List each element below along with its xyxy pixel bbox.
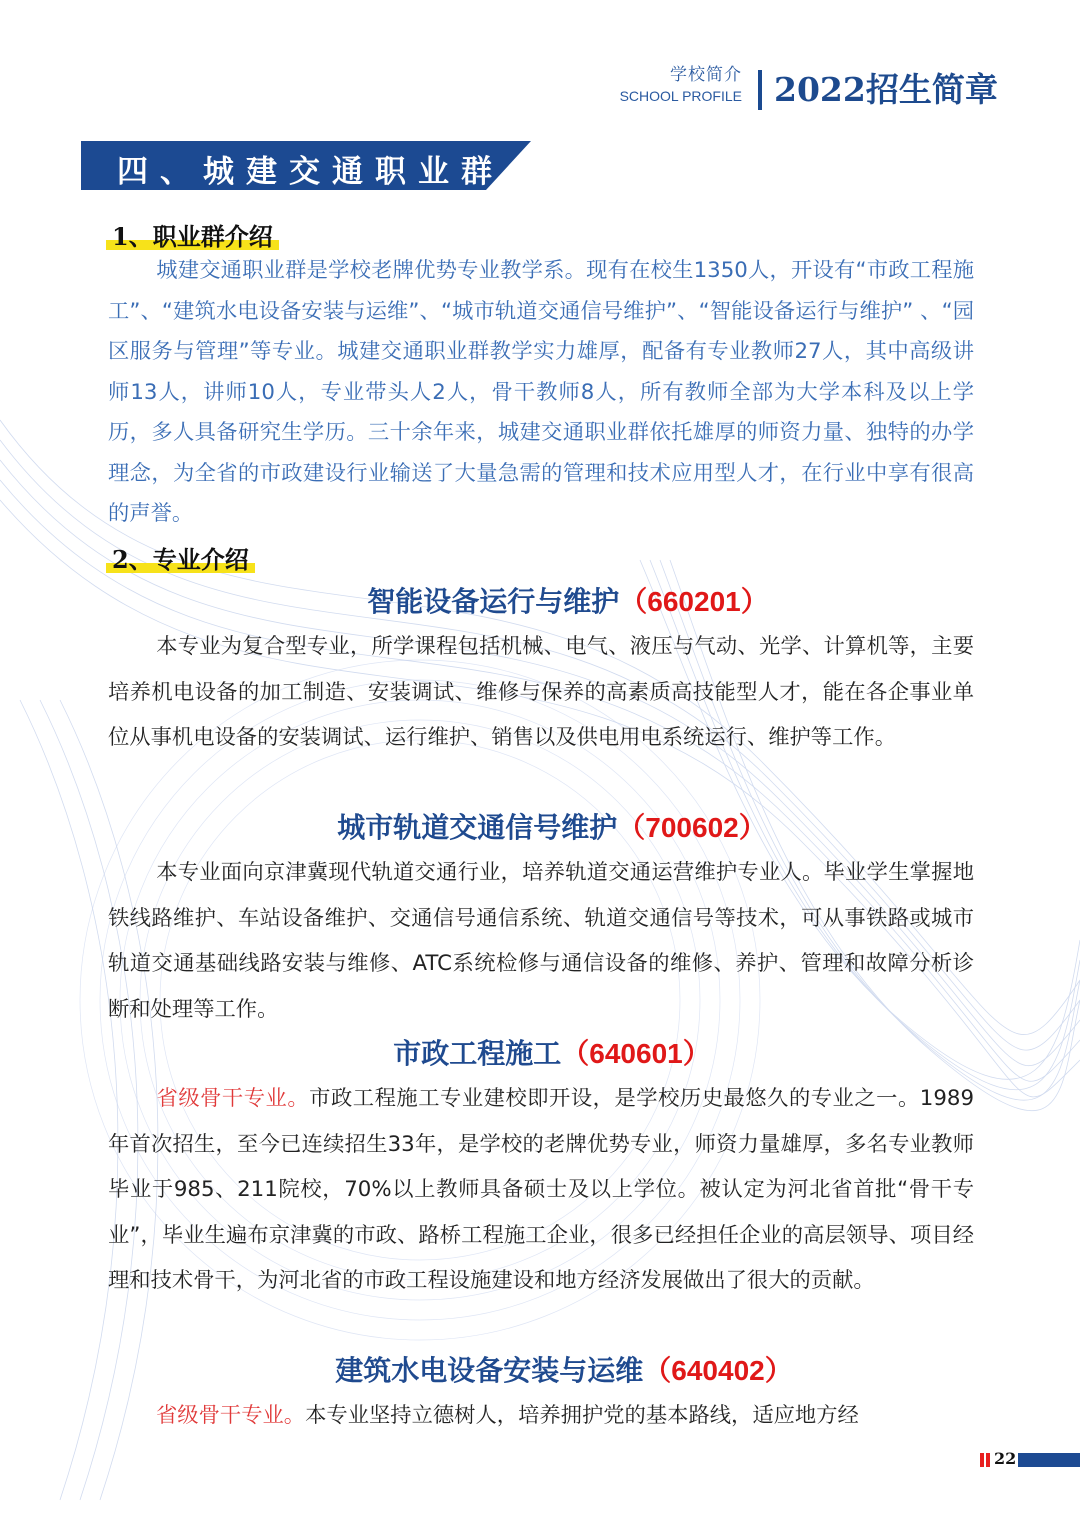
header-section-cn: 学校简介 (670, 65, 742, 85)
chapter-title: 四、城建交通职业群 (117, 154, 504, 190)
footer-blue-bar (1018, 1453, 1080, 1467)
major-description-0: 本专业为复合型专业，所学课程包括机械、电气、液压与气动、光学、计算机等，主要培养机电设备的加工制造、安装调试、维修与保养的高素质高技能型人才，能在各企事业单位从事机电设备的安装调试、运行维护、销售以及供电用电系统运行、维护等工作。 (108, 634, 974, 750)
section-heading-2: 2、专业介绍 (112, 540, 249, 575)
intro-paragraph: 城建交通职业群是学校老牌优势专业教学系。现有在校生1350人，开设有“市政工程施工”、“建筑水电设备安装与运维”、“城市轨道交通信号维护”、“智能设备运行与维护” 、“园区服务与管理”等专业。城建交通职业群教学实力雄厚，配备有专业教师27人，其中高级讲师13人，讲师10人，专业带头人2人，骨干教师8人，所有教师全部为大学本科及以上学历，多人具备研究生学历。三十余年来，城建交通职业群依托雄厚的师资力量、独特的办学理念，为全省的市政建设行业输送了大量急需的管理和技术应用型人才，在行业中享有很高的声誉。 (108, 258, 974, 526)
major-title-2: 市政工程施工（640601） (393, 1037, 711, 1070)
key-major-badge: 省级骨干专业。 (156, 1086, 310, 1111)
major-title-1: 城市轨道交通信号维护（700602） (337, 811, 767, 844)
section-heading-1: 1、职业群介绍 (112, 217, 273, 252)
header-title: 2022招生简章 (774, 70, 998, 109)
header-section-label (620, 64, 742, 106)
key-major-badge: 省级骨干专业。 (156, 1403, 306, 1428)
page-header (600, 62, 1080, 112)
major-title-0: 智能设备运行与维护（660201） (367, 585, 769, 618)
major-description-3: 省级骨干专业。本专业坚持立德树人，培养拥护党的基本路线，适应地方经 (156, 1403, 859, 1428)
header-divider (758, 70, 762, 110)
chapter-banner (81, 141, 531, 190)
page-number: 22 (994, 1449, 1017, 1468)
footer-red-mark (980, 1453, 984, 1467)
major-title-3: 建筑水电设备安装与运维（640402） (335, 1354, 793, 1387)
major-description-1: 本专业面向京津冀现代轨道交通行业，培养轨道交通运营维护专业人。毕业学生掌握地铁线路维护、车站设备维护、交通信号通信系统、轨道交通信号等技术，可从事铁路或城市轨道交通基础线路安装与维修、ATC系统检修与通信设备的维修、养护、管理和故障分析诊断和处理等工作。 (108, 860, 974, 1022)
footer-red-mark (986, 1453, 990, 1467)
major-description-2: 省级骨干专业。市政工程施工专业建校即开设，是学校历史最悠久的专业之一。1989年首次招生，至今已连续招生33年，是学校的老牌优势专业，师资力量雄厚，多名专业教师毕业于985、211院校，70%以上教师具备硕士及以上学位。被认定为河北省首批“骨干专业”，毕业生遍布京津冀的市政、路桥工程施工企业，很多已经担任企业的高层领导、项目经理和技术骨干，为河北省的市政工程设施建设和地方经济发展做出了很大的贡献。 (108, 1086, 974, 1293)
header-section-en: SCHOOL PROFILE (619, 88, 742, 104)
